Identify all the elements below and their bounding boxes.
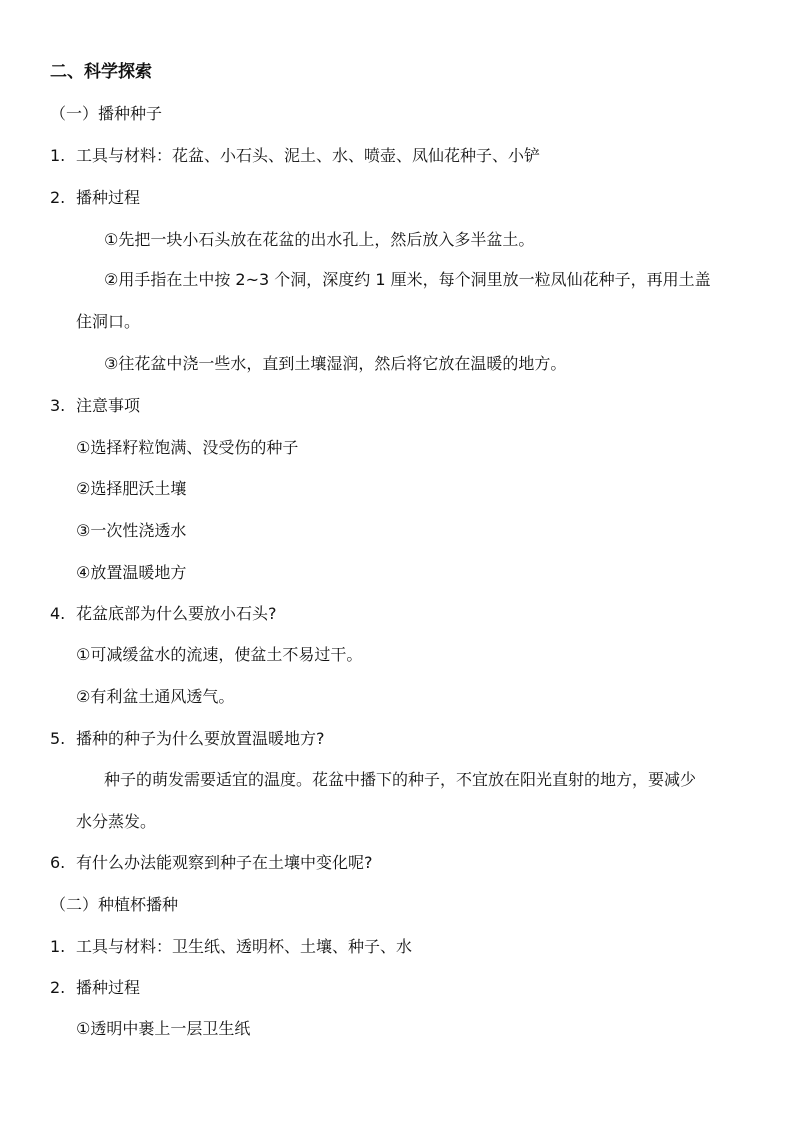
subsection-title-cup-sowing: （二）种植杯播种 [50,895,179,914]
list-number: 2. [50,188,66,207]
list-text: 播种过程 [76,978,141,997]
list-item-why-stones [50,604,277,624]
answer-5-line-1: 种子的萌发需要适宜的温度。花盆中播下的种子，不宜放在阳光直射的地方，要减少 [104,770,697,789]
list-text: 播种过程 [76,188,141,207]
list-number: 6. [50,853,66,872]
step-3: ③往花盆中浇一些水，直到土壤湿润，然后将它放在温暖的地方。 [104,354,567,373]
cup-step-1: ①透明中裹上一层卫生纸 [76,1019,251,1038]
note-2: ②选择肥沃土壤 [76,479,187,498]
list-number: 5. [50,729,66,748]
list-text: 工具与材料：卫生纸、透明杯、土壤、种子、水 [76,937,413,956]
list-item-tools-materials-2 [50,937,412,957]
note-3: ③一次性浇透水 [76,521,187,540]
reason-1: ①可减缓盆水的流速，使盆土不易过干。 [76,645,363,664]
subsection-title-sowing-seeds: （一）播种种子 [50,104,163,123]
step-1: ①先把一块小石头放在花盆的出水孔上，然后放入多半盆土。 [104,230,535,249]
list-item-tools-materials [50,146,540,166]
answer-5-line-2: 水分蒸发。 [76,812,157,831]
list-item-observe-method [50,853,373,873]
note-1: ①选择籽粒饱满、没受伤的种子 [76,438,299,457]
list-text: 播种的种子为什么要放置温暖地方? [76,729,325,748]
step-2-line-2: 住洞口。 [76,312,141,331]
list-item-sowing-process [50,188,140,208]
list-text: 有什么办法能观察到种子在土壤中变化呢? [76,853,373,872]
list-number: 1. [50,146,66,165]
list-text: 花盆底部为什么要放小石头? [76,604,277,623]
list-item-sowing-process-2 [50,978,140,998]
reason-2: ②有利盆土通风透气。 [76,687,235,706]
list-item-precautions [50,396,140,416]
list-number: 4. [50,604,66,623]
list-text: 工具与材料：花盆、小石头、泥土、水、喷壶、凤仙花种子、小铲 [76,146,541,165]
list-number: 3. [50,396,66,415]
list-number: 2. [50,978,66,997]
note-4: ④放置温暖地方 [76,563,187,582]
step-2-line-1: ②用手指在土中按 2~3 个洞，深度约 1 厘米，每个洞里放一粒凤仙花种子，再用土盖 [104,270,711,289]
section-heading: 二、科学探索 [50,62,152,82]
list-item-why-warm [50,729,325,749]
list-number: 1. [50,937,66,956]
list-text: 注意事项 [76,396,141,415]
